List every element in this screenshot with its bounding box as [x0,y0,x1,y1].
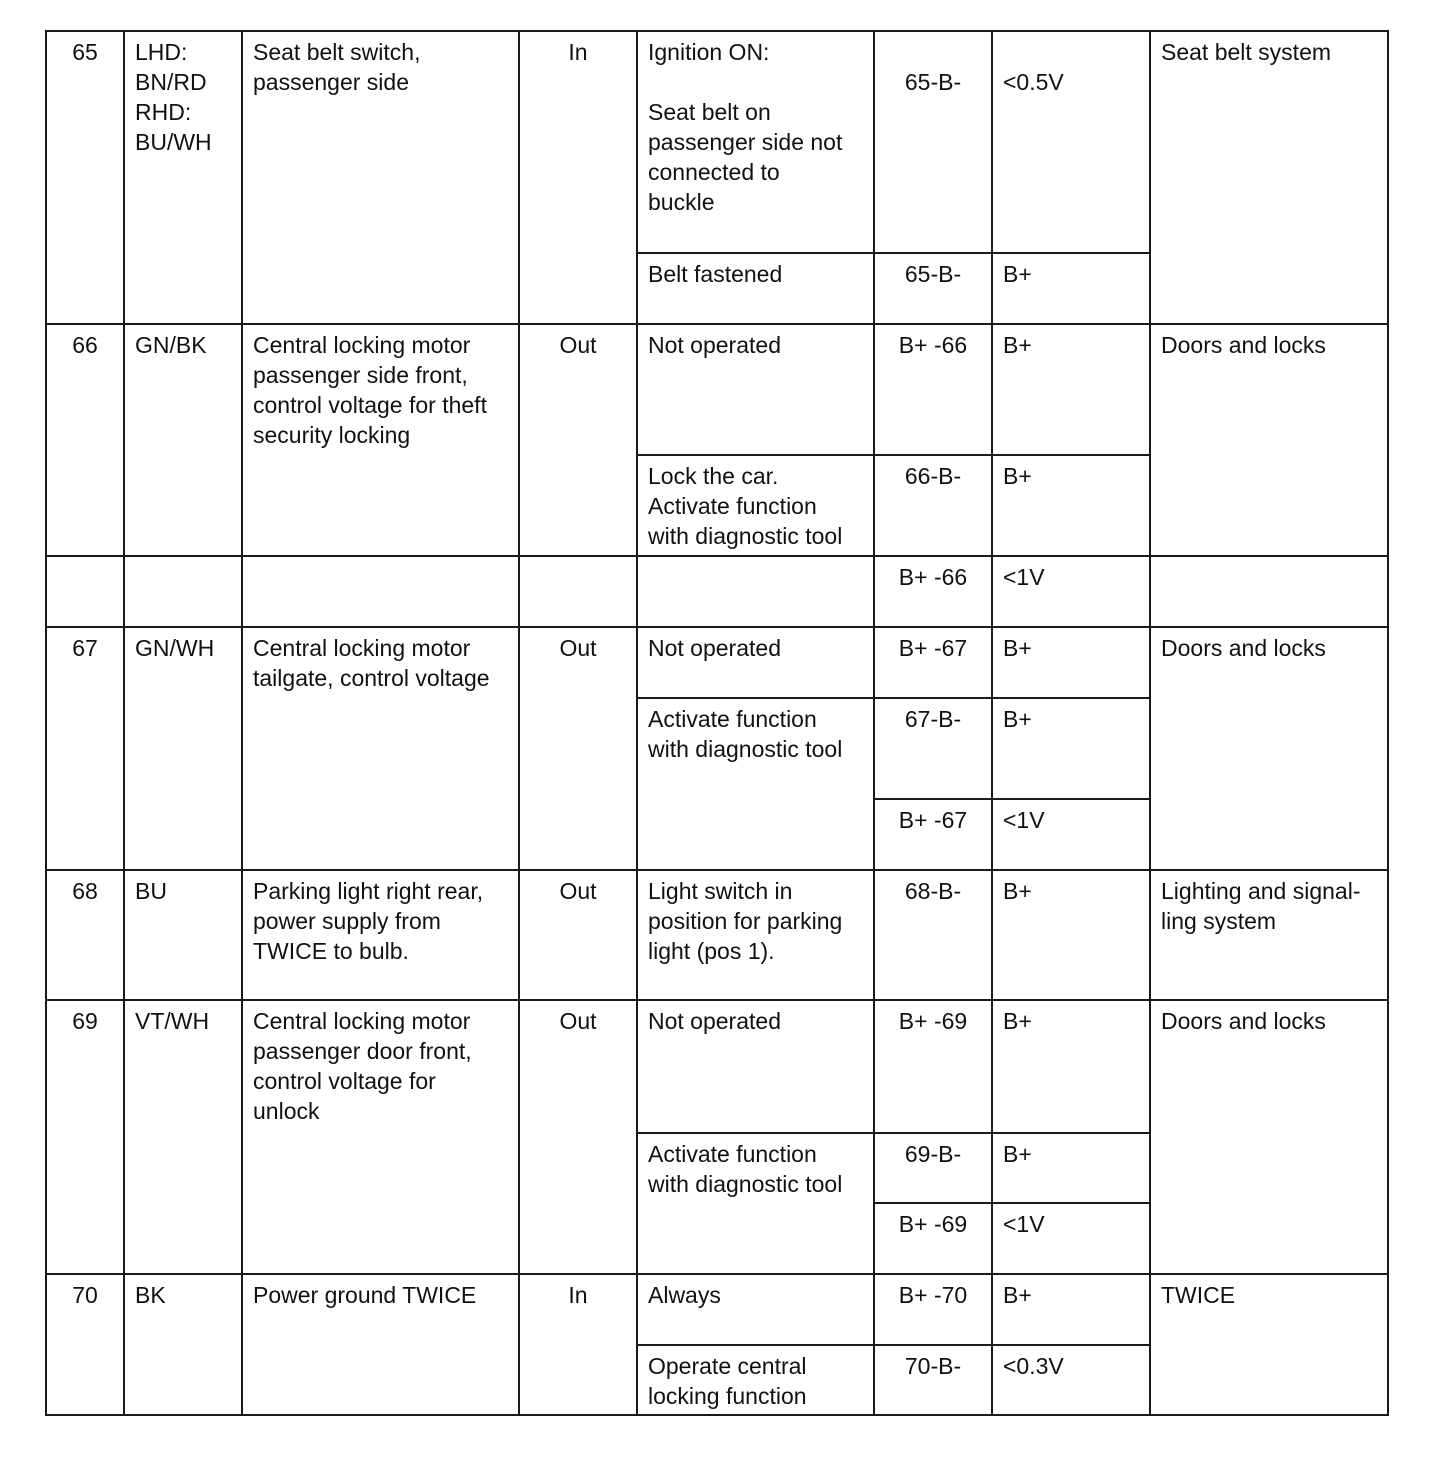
measure-points: 65-B- [874,31,992,253]
measure-points: 66-B- [874,455,992,556]
system-name: Doors and locks [1150,1000,1388,1274]
signal-direction: Out [519,1000,637,1274]
pin-description: Central locking motor passenger door front, control voltage for unlock [242,1000,519,1274]
pin-number: 66 [46,324,124,556]
pin-number [46,556,124,627]
expected-value: B+ [992,455,1150,556]
wire-color: GN/WH [124,627,242,870]
expected-value: <1V [992,799,1150,870]
table-row [46,1000,1388,1133]
measure-points: B+ -70 [874,1274,992,1345]
expected-value: B+ [992,1000,1150,1133]
pin-table [45,30,1389,1416]
test-condition: Not operated [637,627,874,698]
system-name: Seat belt system [1150,31,1388,324]
test-condition: Activate function with diagnostic tool [637,698,874,870]
signal-direction [519,556,637,627]
measure-points: 67-B- [874,698,992,799]
expected-value: <0.3V [992,1345,1150,1415]
pin-number: 65 [46,31,124,324]
table-row [46,1274,1388,1345]
expected-value: B+ [992,1133,1150,1203]
expected-value: <1V [992,1203,1150,1274]
expected-value: B+ [992,698,1150,799]
test-condition: Ignition ON: Seat belt on passenger side not connected to buckle [637,31,874,253]
measure-points: 68-B- [874,870,992,1000]
test-condition: Not operated [637,1000,874,1133]
measure-points: 65-B- [874,253,992,324]
table-row [46,324,1388,455]
test-condition: Light switch in position for parking light (pos 1). [637,870,874,1000]
pin-number: 67 [46,627,124,870]
expected-value: B+ [992,870,1150,1000]
expected-value: B+ [992,627,1150,698]
pin-number: 70 [46,1274,124,1415]
wire-color [124,556,242,627]
table-row [46,556,1388,627]
expected-value: <1V [992,556,1150,627]
system-name [1150,556,1388,627]
pin-number: 69 [46,1000,124,1274]
test-condition [637,556,874,627]
wire-color: BK [124,1274,242,1415]
wire-color: LHD: BN/RD RHD: BU/WH [124,31,242,324]
wire-color: BU [124,870,242,1000]
measure-points: B+ -66 [874,556,992,627]
system-name: Doors and locks [1150,627,1388,870]
measure-points: B+ -69 [874,1203,992,1274]
measure-points: B+ -69 [874,1000,992,1133]
table-row [46,627,1388,698]
table-row [46,31,1388,253]
expected-value: B+ [992,1274,1150,1345]
signal-direction: Out [519,870,637,1000]
measure-points: B+ -67 [874,799,992,870]
test-condition: Not operated [637,324,874,455]
system-name: Doors and locks [1150,324,1388,556]
test-condition: Belt fastened [637,253,874,324]
measure-points: 70-B- [874,1345,992,1415]
signal-direction: In [519,31,637,324]
measure-points: B+ -66 [874,324,992,455]
test-condition: Lock the car. Activate function with diagnostic tool [637,455,874,556]
pin-description: Seat belt switch, passenger side [242,31,519,324]
measure-points: 69-B- [874,1133,992,1203]
pin-description: Central locking motor passenger side front, control voltage for theft security locking [242,324,519,556]
pin-description: Power ground TWICE [242,1274,519,1415]
signal-direction: Out [519,324,637,556]
measure-points: B+ -67 [874,627,992,698]
pin-description [242,556,519,627]
signal-direction: Out [519,627,637,870]
system-name: TWICE [1150,1274,1388,1415]
test-condition: Operate central locking function [637,1345,874,1415]
pin-description: Central locking motor tailgate, control voltage [242,627,519,870]
expected-value: <0.5V [992,31,1150,253]
expected-value: B+ [992,324,1150,455]
test-condition: Always [637,1274,874,1345]
expected-value: B+ [992,253,1150,324]
wire-color: GN/BK [124,324,242,556]
wire-color: VT/WH [124,1000,242,1274]
pin-description: Parking light right rear, power supply from TWICE to bulb. [242,870,519,1000]
signal-direction: In [519,1274,637,1415]
pin-number: 68 [46,870,124,1000]
table-row [46,870,1388,1000]
system-name: Lighting and signal- ling system [1150,870,1388,1000]
test-condition: Activate function with diagnostic tool [637,1133,874,1274]
